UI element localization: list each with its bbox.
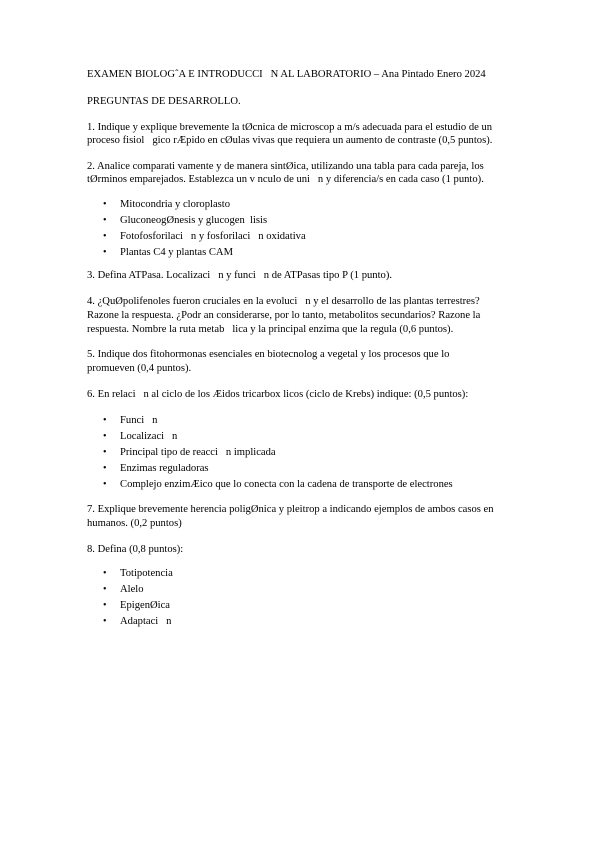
list-item: [103, 414, 158, 427]
question-7-line-2: humanos. (0,2 puntos): [87, 518, 182, 529]
list-item-text: Totipotencia: [120, 568, 173, 579]
question-2-line-2: tØrminos emparejados. Establezca un v nculo de uni n y diferencia/s en cada caso (1 punto).: [87, 174, 484, 185]
bullet-icon: •: [103, 584, 107, 595]
list-item-text: Funci n: [120, 415, 158, 426]
exam-title: EXAMEN BIOLOGˆA E INTRODUCCI N AL LABORATORIO – Ana Pintado Enero 2024: [87, 69, 486, 80]
question-6-line-1: 6. En relaci n al ciclo de los Æidos tricarbox licos (ciclo de Krebs) indique: (0,5 puntos):: [87, 389, 469, 400]
list-item: [103, 478, 453, 491]
list-item-text: Adaptaci n: [120, 616, 172, 627]
bullet-icon: •: [103, 215, 107, 226]
bullet-icon: •: [103, 415, 107, 426]
question-2-line-1: 2. Analice comparati vamente y de manera sintØica, utilizando una tabla para cada pareja, los: [87, 161, 484, 172]
list-item-text: Enzimas reguladoras: [120, 463, 209, 474]
question-5-line-2: promueven (0,4 puntos).: [87, 363, 192, 374]
bullet-icon: •: [103, 600, 107, 611]
question-5-line-1: 5. Indique dos fitohormonas esenciales en biotecnolog a vegetal y los procesos que lo: [87, 349, 450, 360]
question-1-line-1: 1. Indique y explique brevemente la tØcnica de microscop a m/s adecuada para el estudio de un: [87, 122, 493, 133]
list-item-text: EpigenØica: [120, 600, 171, 611]
list-item: [103, 446, 276, 459]
list-item: [103, 198, 231, 211]
list-item: [103, 583, 144, 596]
question-4-line-3: respuesta. Nombre la ruta metab lica y la principal enzima que la regula (0,6 puntos).: [87, 324, 454, 335]
list-item-text: Plantas C4 y plantas CAM: [120, 247, 233, 258]
list-item-text: Alelo: [120, 584, 144, 595]
list-item: [103, 246, 233, 259]
list-item-text: Fotofosforilaci n y fosforilaci n oxidativa: [120, 231, 306, 242]
list-item: [103, 430, 178, 443]
list-item: [103, 462, 209, 475]
list-item: [103, 599, 171, 612]
question-1-line-2: proceso fisiol gico rÆpido en cØulas vivas que requiera un aumento de contraste (0,5 puntos).: [87, 135, 493, 146]
list-item-text: Localizaci n: [120, 431, 178, 442]
question-7-line-1: 7. Explique brevemente herencia poligØnica y pleitrop a indicando ejemplos de ambos casos en: [87, 504, 494, 515]
bullet-icon: •: [103, 447, 107, 458]
list-item: [103, 230, 306, 243]
list-item-text: Mitocondria y cloroplasto: [120, 199, 231, 210]
bullet-icon: •: [103, 463, 107, 474]
bullet-icon: •: [103, 616, 107, 627]
list-item: [103, 214, 268, 227]
bullet-icon: •: [103, 199, 107, 210]
list-item: [103, 567, 173, 580]
bullet-icon: •: [103, 247, 107, 258]
bullet-icon: •: [103, 431, 107, 442]
list-item: [103, 615, 172, 628]
section-heading: PREGUNTAS DE DESARROLLO.: [87, 96, 241, 107]
list-item-text: GluconeogØnesis y glucogen lisis: [120, 215, 268, 226]
question-3: 3. Defina ATPasa. Localizaci n y funci n de ATPasas tipo P (1 punto).: [87, 270, 392, 281]
question-4-line-2: Razone la respuesta. ¿Podr an considerarse, por lo tanto, metabolitos secundarios? Razone la: [87, 310, 481, 321]
list-item-text: Complejo enzimÆico que lo conecta con la cadena de transporte de electrones: [120, 479, 453, 490]
bullet-icon: •: [103, 479, 107, 490]
question-4-line-1: 4. ¿QuØpolifenoles fueron cruciales en la evoluci n y el desarrollo de las plantas terrestres?: [87, 296, 480, 307]
bullet-icon: •: [103, 231, 107, 242]
question-8-line-1: 8. Defina (0,8 puntos):: [87, 544, 184, 555]
bullet-icon: •: [103, 568, 107, 579]
list-item-text: Principal tipo de reacci n implicada: [120, 447, 276, 458]
